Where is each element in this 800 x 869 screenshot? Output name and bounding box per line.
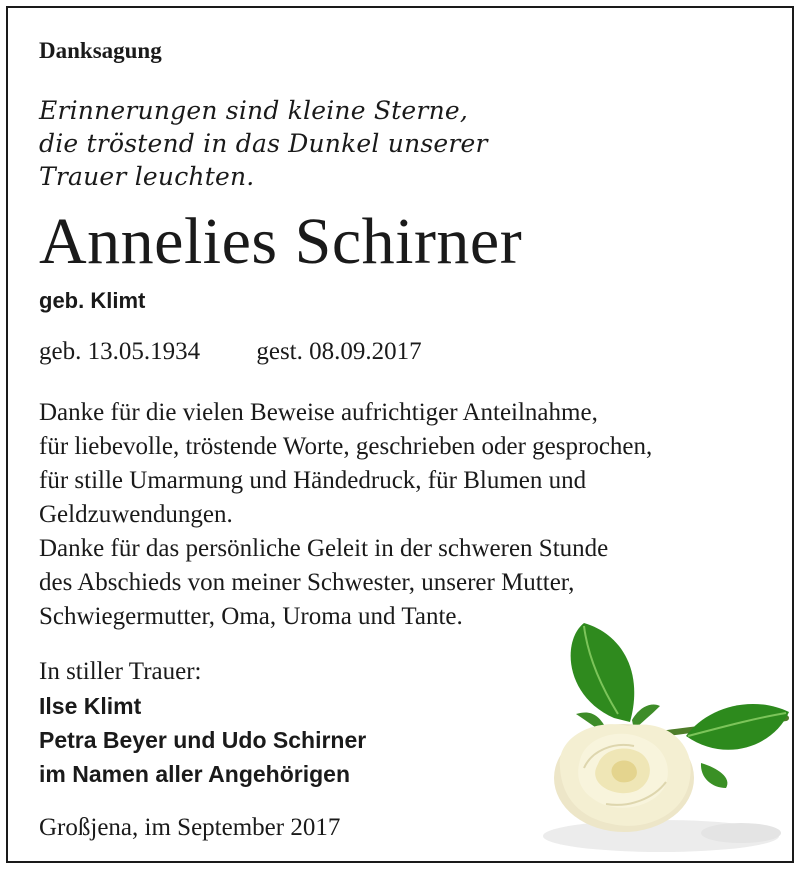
thanks-line: Danke für das persönliche Geleit in der schweren Stunde (39, 535, 609, 562)
mourners-block (39, 655, 366, 791)
place-and-date: Großjena, im September 2017 (39, 814, 341, 841)
thanks-line: für liebevolle, tröstende Worte, geschrieben oder gesprochen, (39, 433, 653, 460)
obituary-notice (6, 6, 794, 863)
life-dates (39, 338, 422, 366)
mourner-line: Ilse Klimt (39, 693, 142, 719)
thanks-text (39, 396, 652, 634)
memorial-quote (39, 94, 488, 193)
mourning-intro: In stiller Trauer: (39, 658, 202, 685)
notice-heading: Danksagung (39, 38, 162, 63)
thanks-line: Geldzuwendungen. (39, 501, 233, 528)
thanks-line: für stille Umarmung und Händedruck, für Blumen und (39, 467, 587, 494)
mourner-line: im Namen aller Angehörigen (39, 761, 350, 787)
death-date: gest. 08.09.2017 (256, 338, 422, 365)
white-rose-icon (536, 618, 792, 861)
thanks-line: des Abschieds von meiner Schwester, unserer Mutter, (39, 569, 575, 596)
thanks-line: Danke für die vielen Beweise aufrichtiger Anteilnahme, (39, 399, 598, 426)
maiden-name: geb. Klimt (39, 288, 146, 313)
thanks-line: Schwiegermutter, Oma, Uroma und Tante. (39, 603, 463, 630)
birth-date: geb. 13.05.1934 (39, 338, 201, 365)
quote-line: Trauer leuchten. (39, 162, 255, 191)
deceased-name: Annelies Schirner (39, 205, 523, 278)
quote-line: Erinnerungen sind kleine Sterne, (39, 96, 469, 125)
mourner-line: Petra Beyer und Udo Schirner (39, 727, 367, 753)
quote-line: die tröstend in das Dunkel unserer (39, 129, 488, 158)
